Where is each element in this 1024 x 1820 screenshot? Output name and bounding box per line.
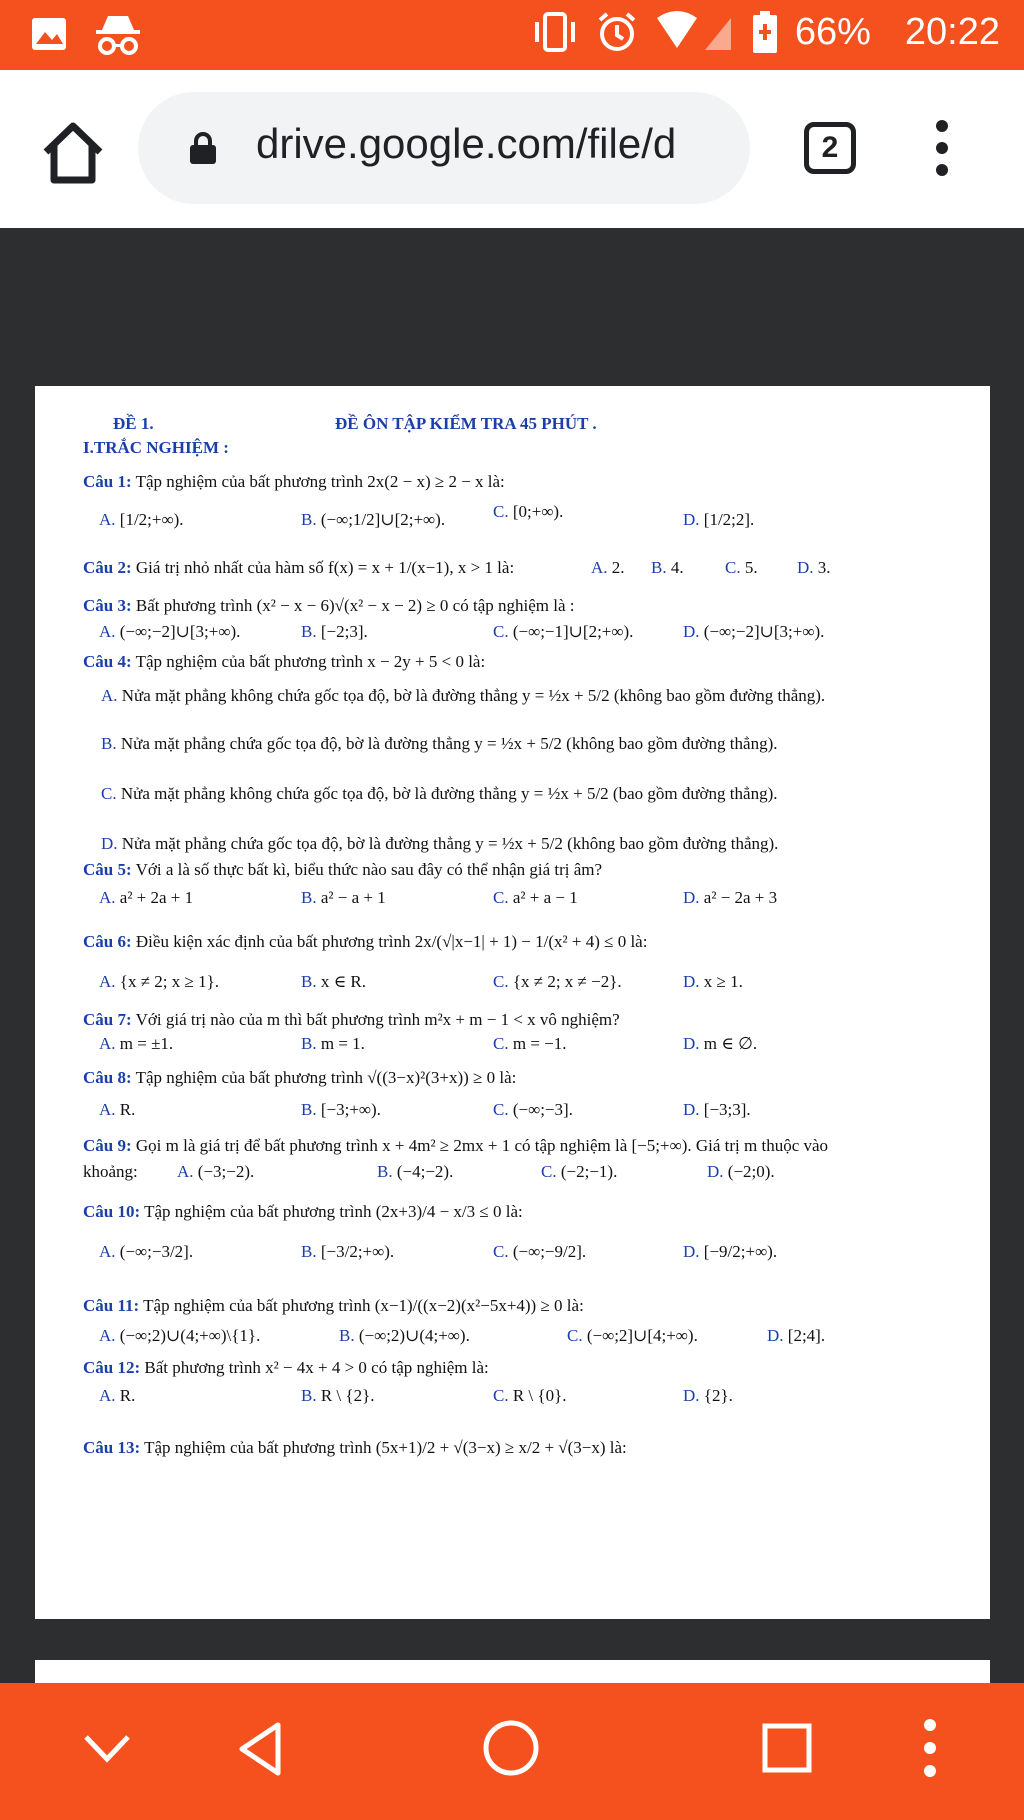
q7-option-b: B. m = 1. — [301, 1034, 365, 1053]
q1-option-c: C. [0;+∞). — [493, 502, 564, 521]
q12-option-b: B. R \ {2}. — [301, 1386, 375, 1405]
q10-option-a: A. (−∞;−3/2]. — [99, 1242, 194, 1261]
q11-option-c: C. (−∞;2]∪[4;+∞). — [567, 1326, 698, 1345]
chevron-down-icon[interactable] — [82, 1731, 132, 1765]
q5-option-b: B. a² − a + 1 — [301, 888, 386, 907]
q6-option-d: D. x ≥ 1. — [683, 972, 743, 991]
question-4: Câu 4: Tập nghiệm của bất phương trình x − 2y + 5 < 0 là: — [83, 652, 486, 671]
more-options-icon[interactable] — [918, 1717, 942, 1779]
q7-option-d: D. m ∈ ∅. — [683, 1034, 758, 1053]
q1-option-b: B. (−∞;1/2]∪[2;+∞). — [301, 510, 446, 529]
address-bar[interactable] — [138, 92, 750, 204]
recents-square-icon[interactable] — [762, 1723, 812, 1773]
battery-icon — [751, 10, 779, 54]
status-bar — [0, 0, 1024, 70]
q5-option-d: D. a² − 2a + 3 — [683, 888, 778, 907]
question-5: Câu 5: Với a là số thực bất kì, biểu thức nào sau đây có thể nhận giá trị âm? — [83, 860, 603, 879]
q11-option-d: D. [2;4]. — [767, 1326, 826, 1345]
pdf-viewer[interactable] — [0, 228, 1024, 1683]
q11-option-a: A. (−∞;2)∪(4;+∞)\{1}. — [99, 1326, 261, 1345]
question-3: Câu 3: Bất phương trình (x² − x − 6)√(x² − x − 2) ≥ 0 có tập nghiệm là : — [83, 596, 575, 615]
q11-option-b: B. (−∞;2)∪(4;+∞). — [339, 1326, 470, 1345]
image-notification-icon — [30, 14, 70, 54]
q8-option-a: A. R. — [99, 1100, 136, 1119]
question-7: Câu 7: Với giá trị nào của m thì bất phương trình m²x + m − 1 < x vô nghiệm? — [83, 1010, 620, 1029]
question-12: Câu 12: Bất phương trình x² − 4x + 4 > 0 có tập nghiệm là: — [83, 1358, 489, 1377]
question-2: Câu 2: Giá trị nhỏ nhất của hàm số f(x) = x + 1/(x−1), x > 1 là: — [83, 558, 515, 577]
question-text: Tập nghiệm của bất phương trình 2x(2 − x) ≥ 2 − x là: — [135, 472, 505, 491]
q2-option-c: C. 5. — [725, 558, 758, 577]
question-10: Câu 10: Tập nghiệm của bất phương trình (2x+3)/4 − x/3 ≤ 0 là: — [83, 1202, 523, 1221]
q2-option-b: B. 4. — [651, 558, 684, 577]
browser-toolbar — [0, 70, 1024, 228]
q6-option-c: C. {x ≠ 2; x ≠ −2}. — [493, 972, 622, 991]
question-6: Câu 6: Điều kiện xác định của bất phương trình 2x/(√|x−1| + 1) − 1/(x² + 4) ≤ 0 là: — [83, 932, 648, 951]
vibrate-icon — [531, 10, 579, 54]
home-icon[interactable] — [38, 118, 108, 188]
q9-option-c: C. (−2;−1). — [541, 1162, 618, 1181]
q10-option-d: D. [−9/2;+∞). — [683, 1242, 778, 1261]
q12-option-d: D. {2}. — [683, 1386, 733, 1405]
home-circle-icon[interactable] — [482, 1719, 540, 1777]
q3-option-b: B. [−2;3]. — [301, 622, 368, 641]
q5-option-a: A. a² + 2a + 1 — [99, 888, 194, 907]
q2-option-d: D. 3. — [797, 558, 831, 577]
q8-option-b: B. [−3;+∞). — [301, 1100, 381, 1119]
q8-option-d: D. [−3;3]. — [683, 1100, 751, 1119]
q7-option-a: A. m = ±1. — [99, 1034, 174, 1053]
system-navigation-bar — [0, 1683, 1024, 1820]
q10-option-b: B. [−3/2;+∞). — [301, 1242, 395, 1261]
q1-option-d: D. [1/2;2]. — [683, 510, 755, 529]
q6-option-b: B. x ∈ R. — [301, 972, 367, 991]
lock-icon — [188, 132, 218, 164]
question-label: Câu 1: — [83, 472, 132, 491]
q4-option-b: B. Nửa mặt phẳng chứa gốc tọa độ, bờ là đường thẳng y = ½x + 5/2 (không bao gồm đường thẳng). — [101, 734, 778, 753]
q7-option-c: C. m = −1. — [493, 1034, 567, 1053]
overflow-menu-icon[interactable] — [930, 118, 954, 178]
question-13: Câu 13: Tập nghiệm của bất phương trình (5x+1)/2 + √(3−x) ≥ x/2 + √(3−x) là: — [83, 1438, 627, 1457]
exam-title: ĐỀ ÔN TẬP KIỂM TRA 45 PHÚT . — [335, 414, 597, 433]
q8-option-c: C. (−∞;−3]. — [493, 1100, 573, 1119]
q3-option-d: D. (−∞;−2]∪[3;+∞). — [683, 622, 825, 641]
q6-option-a: A. {x ≠ 2; x ≥ 1}. — [99, 972, 219, 991]
document-page — [35, 386, 990, 1619]
q4-option-c: C. Nửa mặt phẳng không chứa gốc tọa độ, bờ là đường thẳng y = ½x + 5/2 (bao gồm đường thẳng). — [101, 784, 778, 803]
q9-option-b: B. (−4;−2). — [377, 1162, 454, 1181]
exam-number: ĐỀ 1. — [113, 414, 154, 433]
q9-continuation: khoảng: — [83, 1162, 138, 1181]
wifi-signal-icon — [655, 10, 735, 54]
q5-option-c: C. a² + a − 1 — [493, 888, 578, 907]
question-9: Câu 9: Gọi m là giá trị để bất phương trình x + 4m² ≥ 2mx + 1 có tập nghiệm là [−5;+∞). Giá trị m thuộc vào — [83, 1136, 829, 1155]
section-heading: I.TRẮC NGHIỆM : — [83, 438, 229, 457]
q3-option-c: C. (−∞;−1]∪[2;+∞). — [493, 622, 634, 641]
back-triangle-icon[interactable] — [236, 1721, 284, 1777]
tab-switcher-button[interactable]: 2 — [804, 122, 856, 174]
q9-option-a: A. (−3;−2). — [177, 1162, 255, 1181]
question-1 — [83, 472, 505, 492]
question-8: Câu 8: Tập nghiệm của bất phương trình √((3−x)²(3+x)) ≥ 0 là: — [83, 1068, 517, 1087]
q12-option-a: A. R. — [99, 1386, 136, 1405]
alarm-icon — [595, 10, 639, 54]
q10-option-c: C. (−∞;−9/2]. — [493, 1242, 587, 1261]
question-11: Câu 11: Tập nghiệm của bất phương trình (x−1)/((x−2)(x²−5x+4)) ≥ 0 là: — [83, 1296, 584, 1315]
clock-time: 20:22 — [904, 10, 1000, 53]
q1-option-a: A. [1/2;+∞). — [99, 510, 184, 529]
q4-option-a: A. Nửa mặt phẳng không chứa gốc tọa độ, bờ là đường thẳng y = ½x + 5/2 (không bao gồm đường thẳng). — [101, 686, 826, 705]
q3-option-a: A. (−∞;−2]∪[3;+∞). — [99, 622, 241, 641]
q2-option-a: A. 2. — [591, 558, 625, 577]
q4-option-d: D. Nửa mặt phẳng chứa gốc tọa độ, bờ là đường thẳng y = ½x + 5/2 (không bao gồm đường thẳng). — [101, 834, 779, 853]
incognito-icon — [94, 12, 142, 56]
q9-option-d: D. (−2;0). — [707, 1162, 775, 1181]
battery-percent: 66% — [794, 10, 871, 53]
q12-option-c: C. R \ {0}. — [493, 1386, 567, 1405]
url-text[interactable]: drive.google.com/file/d — [256, 120, 677, 167]
